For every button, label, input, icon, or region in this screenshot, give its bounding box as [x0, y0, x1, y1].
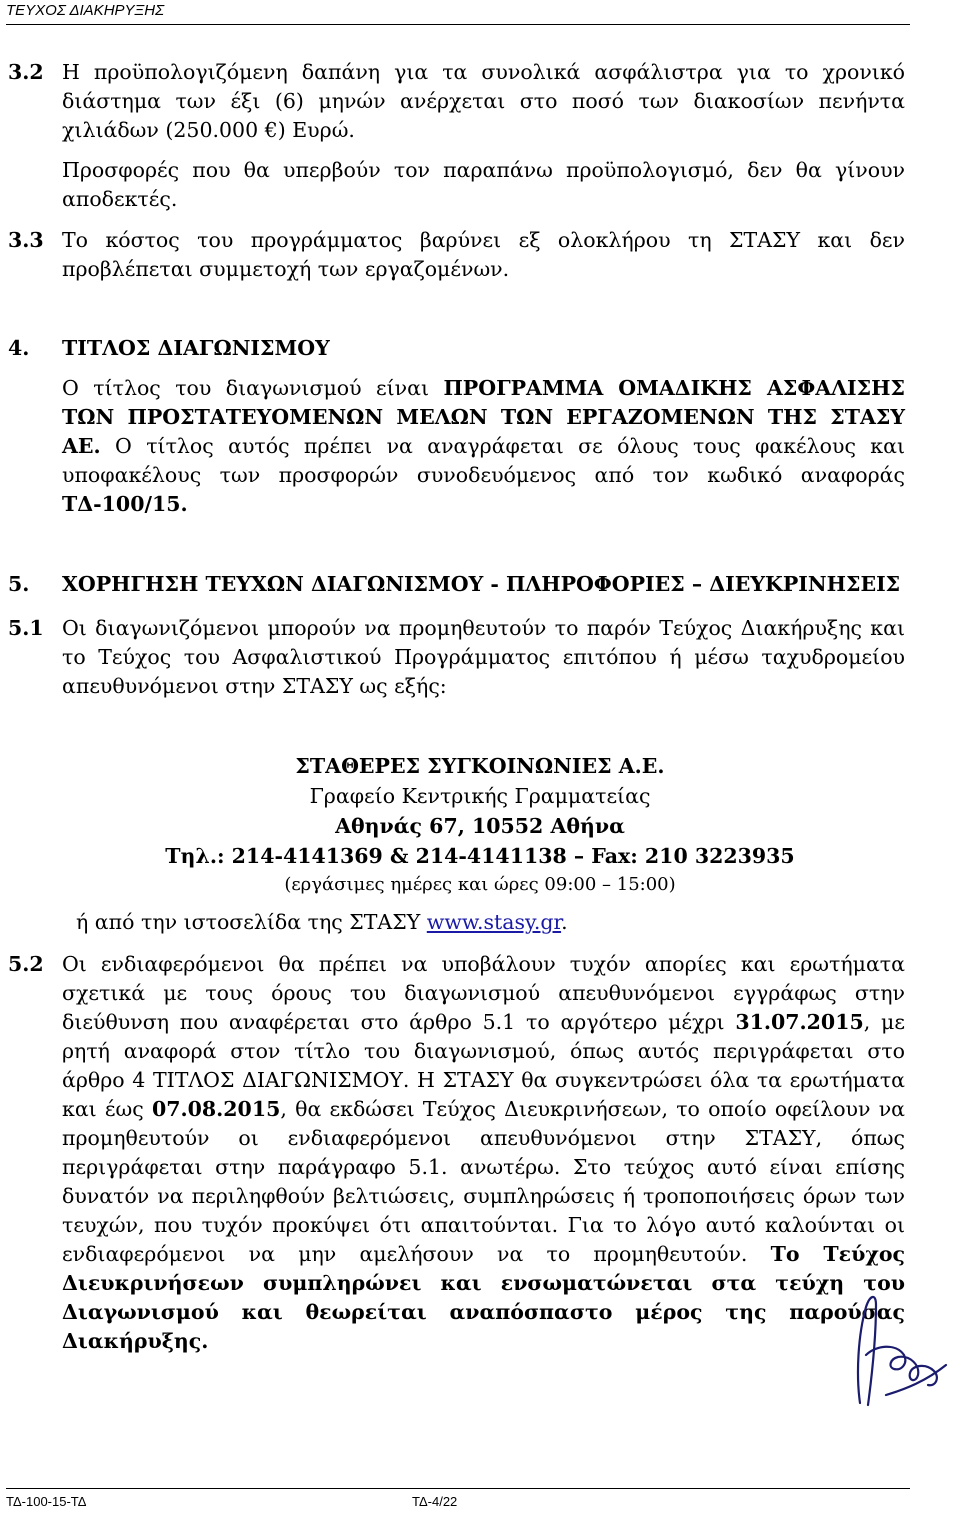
section-4-rest: Ο τίτλος αυτός πρέπει να αναγράφεται σε όλους τους φακέλους και υποφακέλους των προσφορών συνοδευόμενος από τον κωδικό αναφοράς [62, 434, 905, 487]
clarifications-date: 07.08.2015 [151, 1097, 281, 1121]
section-3-2-text-2: Προσφορές που θα υπερβούν τον παραπάνω προϋπολογισμό, δεν θα γίνουν αποδεκτές. [62, 158, 905, 211]
section-5-number: 5. [8, 572, 30, 596]
footer-document-code: ΤΔ-100-15-ΤΔ [6, 1494, 87, 1509]
office-hours: (εργάσιμες ημέρες και ώρες 09:00 – 15:00) [284, 874, 676, 895]
section-5-2-number: 5.2 [8, 952, 44, 976]
section-5-2-bold-end: Το Τεύχος Διευκρινήσεων συμπληρώνει και ενσωματώνεται στα τεύχη του Διαγωνισμού και θεωρείται αναπόσπαστο μέρος της παρούσας Διακήρυξης. [62, 1242, 905, 1353]
section-5-2-part-2: , με ρητή αναφορά στον τίτλο του διαγωνισμού, όπως αυτός περιγράφεται στο άρθρο 4 ΤΙΤΛΟΣ ΔΙΑΓΩΝΙΣΜΟΥ. Η ΣΤΑΣΥ θα συγκεντρώσει όλα τα ερωτήματα και έως [62, 1010, 905, 1121]
header-divider [6, 24, 910, 25]
address-office: Γραφείο Κεντρικής Γραμματείας [309, 784, 651, 808]
section-5-2-text [62, 950, 905, 1356]
address-company: ΣΤΑΘΕΡΕΣ ΣΥΓΚΟΙΝΩΝΙΕΣ Α.Ε. [295, 754, 665, 778]
reference-code: ΤΔ-100/15. [62, 492, 188, 516]
footer-page-number: ΤΔ-4/22 [412, 1494, 458, 1509]
section-5-heading: ΧΟΡΗΓΗΣΗ ΤΕΥΧΩΝ ΔΙΑΓΩΝΙΣΜΟΥ - ΠΛΗΡΟΦΟΡΙΕΣ – ΔΙΕΥΚΡΙΝΗΣΕΙΣ [62, 572, 901, 596]
footer-divider [6, 1488, 910, 1489]
section-4-number: 4. [8, 336, 30, 360]
section-3-3-number: 3.3 [8, 228, 44, 252]
website-prefix: ή από την ιστοσελίδα της ΣΤΑΣΥ [76, 910, 427, 934]
website-link[interactable]: www.stasy.gr [426, 910, 562, 934]
section-5-2-part-3: , θα εκδώσει Τεύχος Διευκρινήσεων, το οποίο οφείλουν να προμηθευτούν οι ενδιαφερόμενοι απευθυνόμενοι στην ΣΤΑΣΥ, όπως περιγράφεται στην παράγραφο 5.1. ανωτέρω. Στο τεύχος αυτό είναι επίσης δυνατόν να περιληφθούν βελτιώσεις, συμπληρώσεις ή τροποποιήσεις όρων των τευχών, που τυχόν προκύψει ότι απαιτούνται. Για το λόγο αυτό καλούνται οι ενδιαφερόμενοι να μην αμελήσουν να το προμηθευτούν. [62, 1097, 906, 1266]
website-suffix: . [561, 910, 568, 934]
address-street: Αθηνάς 67, 10552 Αθήνα [335, 814, 625, 838]
deadline-date: 31.07.2015 [735, 1010, 864, 1034]
section-5-2-part-1: Οι ενδιαφερόμενοι θα πρέπει να υποβάλουν τυχόν απορίες και ερωτήματα σχετικά με τους όρους του διαγωνισμού απευθυνόμενοι εγγράφως στην διεύθυνση που αναφέρεται στο άρθρο 5.1 το αργότερο μέχρι [62, 952, 905, 1034]
section-3-2-text: Η προϋπολογιζόμενη δαπάνη για τα συνολικά ασφάλιστρα για το χρονικό διάστημα των έξι (6) μηνών ανέρχεται στο ποσό των διακοσίων πενήντα χιλιάδων (250.000 €) Ευρώ. [62, 60, 905, 142]
section-4-text [62, 374, 905, 519]
address-phone: Τηλ.: 214-4141369 & 214-4141138 – Fax: 210 3223935 [165, 844, 795, 868]
section-4-intro: Ο τίτλος του διαγωνισμού είναι [62, 376, 444, 400]
tender-title: ΠΡΟΓΡΑΜΜΑ ΟΜΑΔΙΚΗΣ ΑΣΦΑΛΙΣΗΣ ΤΩΝ ΠΡΟΣΤΑΤΕΥΟΜΕΝΩΝ ΜΕΛΩΝ ΤΩΝ ΕΡΓΑΖΟΜΕΝΩΝ ΤΗΣ ΣΤΑΣΥ ΑΕ. [62, 376, 905, 458]
header-title: ΤΕΥΧΟΣ ΔΙΑΚΗΡΥΞΗΣ [6, 2, 165, 19]
section-5-1-number: 5.1 [8, 616, 44, 640]
section-3-3-text: Το κόστος του προγράμματος βαρύνει εξ ολοκλήρου τη ΣΤΑΣΥ και δεν προβλέπεται συμμετοχή των εργαζομένων. [62, 228, 905, 281]
website-line [76, 908, 568, 937]
handwritten-signature [846, 1285, 950, 1415]
section-5-1-text: Οι διαγωνιζόμενοι μπορούν να προμηθευτούν το παρόν Τεύχος Διακήρυξης και το Τεύχος του Ασφαλιστικού Προγράμματος επιτόπου ή μέσω ταχυδρομείου απευθυνόμενοι στην ΣΤΑΣΥ ως εξής: [62, 616, 905, 698]
section-4-heading: ΤΙΤΛΟΣ ΔΙΑΓΩΝΙΣΜΟΥ [62, 336, 330, 360]
section-3-2-number: 3.2 [8, 60, 44, 84]
